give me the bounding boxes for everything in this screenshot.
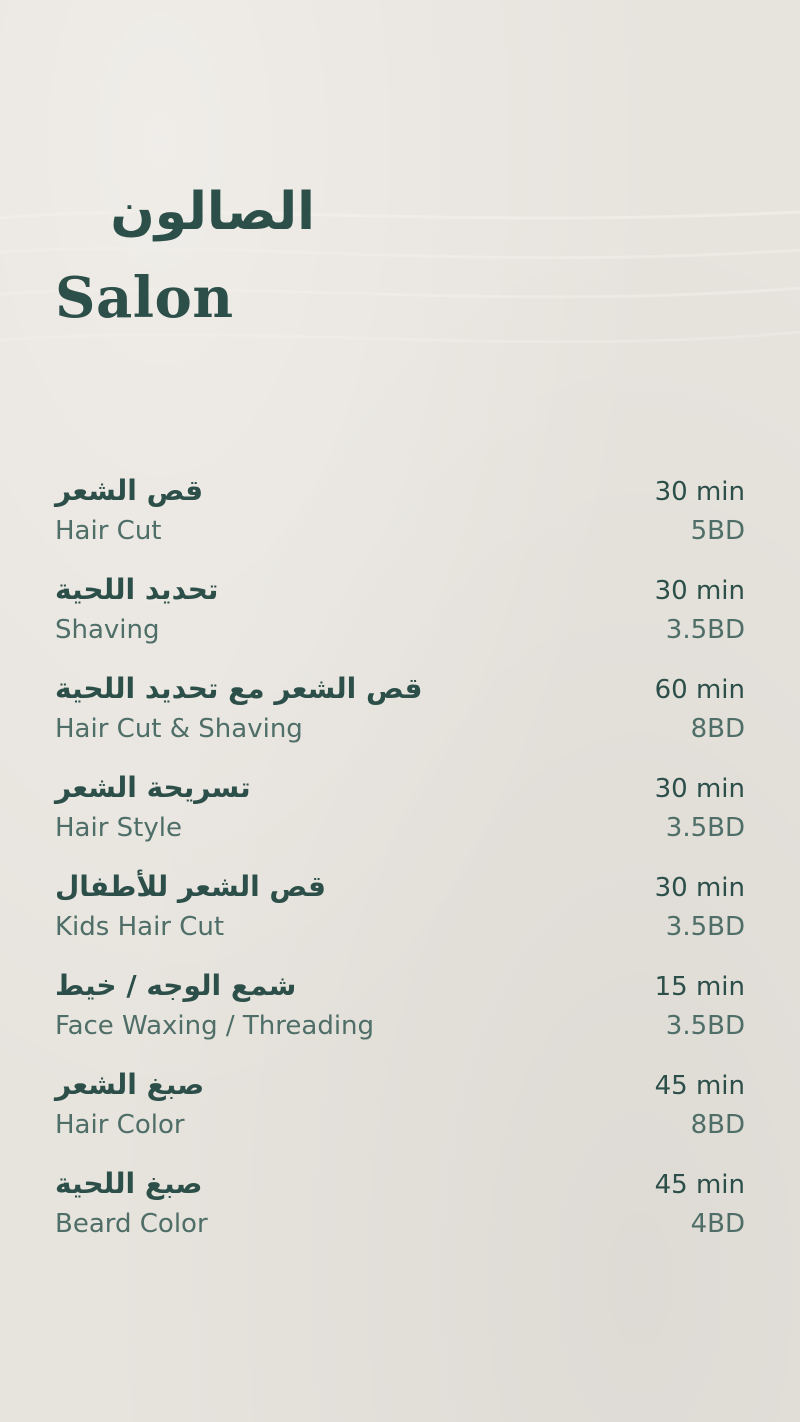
service-price: 8BD bbox=[690, 714, 745, 744]
list-item-hair-cut bbox=[55, 470, 745, 569]
list-item-kids-hair-cut bbox=[55, 866, 745, 965]
service-duration: 15 min bbox=[654, 972, 745, 1002]
service-price: 3.5BD bbox=[665, 813, 745, 843]
service-duration: 45 min bbox=[654, 1071, 745, 1101]
service-name-english: Kids Hair Cut bbox=[55, 912, 225, 942]
service-name-arabic: تحديد اللحية bbox=[55, 573, 219, 606]
service-name-english: Shaving bbox=[55, 615, 160, 645]
service-name-english: Hair Style bbox=[55, 813, 182, 843]
service-name-arabic: قص الشعر bbox=[55, 474, 204, 507]
list-item-beard-color bbox=[55, 1163, 745, 1262]
service-name-arabic: تسريحة الشعر bbox=[55, 771, 251, 804]
service-name-english: Face Waxing / Threading bbox=[55, 1011, 375, 1041]
service-name-arabic: صبغ الشعر bbox=[55, 1068, 205, 1101]
list-item-hair-color bbox=[55, 1064, 745, 1163]
service-name-arabic: شمع الوجه / خيط bbox=[55, 969, 297, 1002]
page-title-arabic: الصالون bbox=[110, 182, 315, 242]
service-price: 3.5BD bbox=[665, 1011, 745, 1041]
service-name-arabic: صبغ اللحية bbox=[55, 1167, 203, 1200]
list-item-shaving bbox=[55, 569, 745, 668]
service-name-arabic: قص الشعر مع تحديد اللحية bbox=[55, 672, 423, 705]
service-duration: 30 min bbox=[654, 873, 745, 903]
service-name-english: Hair Cut bbox=[55, 516, 162, 546]
service-price: 3.5BD bbox=[665, 615, 745, 645]
service-duration: 60 min bbox=[654, 675, 745, 705]
service-name-english: Hair Color bbox=[55, 1110, 185, 1140]
page-title-english: Salon bbox=[55, 265, 234, 331]
list-item-hair-style bbox=[55, 767, 745, 866]
service-name-english: Beard Color bbox=[55, 1209, 208, 1239]
service-duration: 30 min bbox=[654, 774, 745, 804]
list-item-face-waxing-threading bbox=[55, 965, 745, 1064]
services-list bbox=[55, 470, 745, 1262]
service-price: 5BD bbox=[690, 516, 745, 546]
service-name-arabic: قص الشعر للأطفال bbox=[55, 870, 326, 903]
service-price: 4BD bbox=[690, 1209, 745, 1239]
service-duration: 30 min bbox=[654, 477, 745, 507]
service-duration: 45 min bbox=[654, 1170, 745, 1200]
service-name-english: Hair Cut & Shaving bbox=[55, 714, 303, 744]
service-price: 3.5BD bbox=[665, 912, 745, 942]
list-item-hair-cut-shaving bbox=[55, 668, 745, 767]
service-duration: 30 min bbox=[654, 576, 745, 606]
service-price: 8BD bbox=[690, 1110, 745, 1140]
